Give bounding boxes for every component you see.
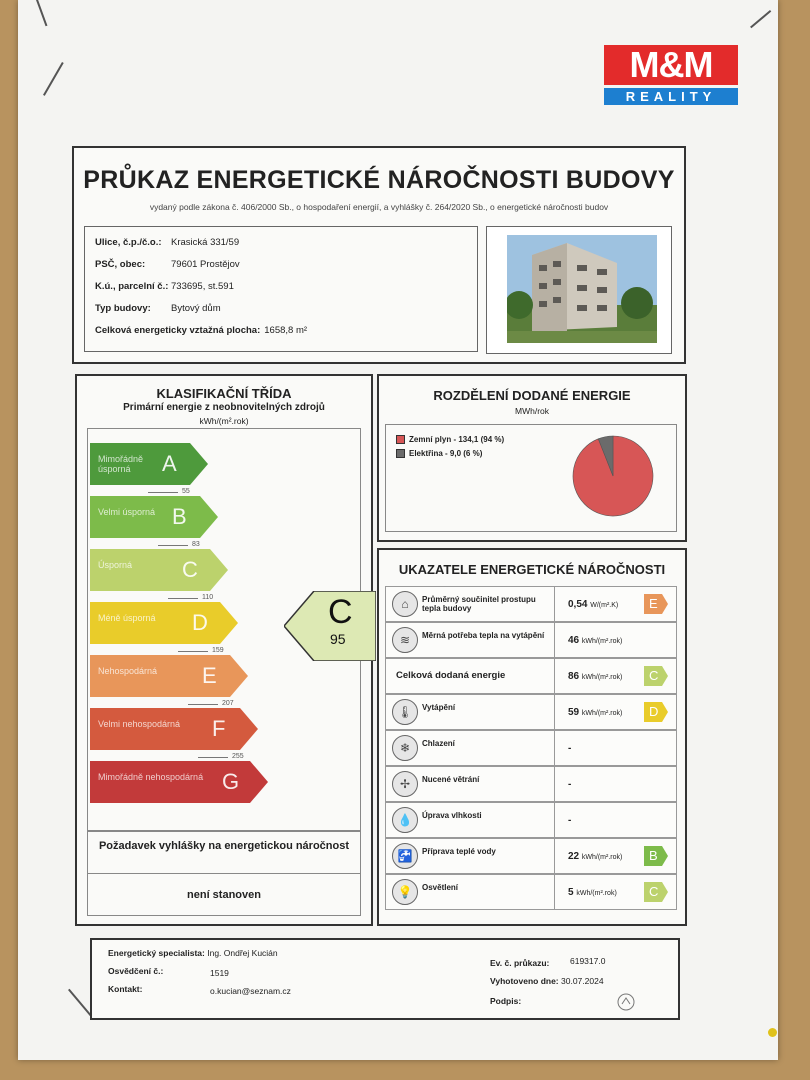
class-letter: G: [222, 769, 240, 794]
cert-row: [108, 966, 163, 976]
threshold-line: [188, 704, 218, 705]
cooling-icon: ❄: [392, 735, 418, 761]
class-letter: F: [212, 716, 226, 741]
building-photo-image: [507, 235, 657, 343]
specialist-name: Ing. Ondřej Kucián: [207, 948, 278, 958]
indicator-divider: [554, 695, 555, 729]
indicators-title: UKAZATELE ENERGETICKÉ NÁROČNOSTI: [398, 562, 666, 577]
indicator-row: [385, 802, 677, 838]
indicator-row: [385, 694, 677, 730]
indicator-row: [385, 586, 677, 622]
class-arrow-g: [90, 761, 268, 803]
address-value: Krasická 331/59: [171, 237, 240, 248]
distribution-chart-area: [385, 424, 677, 532]
distribution-box: [377, 374, 687, 542]
indicator-divider: [554, 659, 555, 693]
indicator-number: 0,54: [568, 599, 588, 610]
threshold-value: 110: [202, 594, 214, 601]
indicator-value: [568, 671, 622, 682]
indicator-number: 46: [568, 635, 580, 646]
parcel-value: 733695, st.591: [171, 281, 234, 292]
contact-row: [108, 984, 142, 994]
indicator-unit: kWh/(m².rok): [576, 890, 617, 897]
indicator-divider: [554, 731, 555, 765]
class-letter: E: [202, 663, 217, 688]
contact-label: Kontakt:: [108, 984, 143, 994]
signature-stamp: [616, 992, 636, 1012]
classification-unit: kWh/(m².rok): [199, 416, 249, 426]
indicator-row: [385, 874, 677, 910]
distribution-title: ROZDĚLENÍ DODANÉ ENERGIE: [433, 388, 631, 403]
indicator-unit: kWh/(m².rok): [581, 854, 623, 861]
indicator-row: [385, 766, 677, 802]
cert-label: Osvědčení č.:: [108, 966, 164, 976]
class-name: Úsporná: [98, 560, 133, 570]
distribution-unit: MWh/rok: [515, 406, 549, 416]
indicator-label: Měrná potřeba tepla na vytápění: [422, 631, 545, 640]
city-label: PSČ, obec:: [95, 259, 146, 270]
legend-electricity: [396, 449, 482, 458]
threshold-value: 159: [212, 647, 224, 654]
threshold-value: 55: [182, 488, 190, 495]
indicator-class-letter: C: [649, 668, 659, 683]
class-name: Nehospodárná: [98, 666, 158, 676]
indicator-row: [385, 658, 677, 694]
pie-chart: [570, 433, 656, 519]
legend-swatch: [396, 435, 405, 444]
current-class-value: 95: [330, 631, 346, 647]
current-class-marker: [284, 591, 376, 661]
class-letter: D: [192, 610, 208, 635]
indicator-value: [568, 815, 571, 826]
class-arrow-f: [90, 708, 258, 750]
indicator-label: Vytápění: [422, 703, 456, 712]
classification-box: [75, 374, 373, 926]
date-label: Vyhotoveno dne:: [490, 976, 559, 986]
date-value: 30.07.2024: [561, 976, 604, 986]
indicator-unit: W/(m².K): [590, 602, 619, 609]
class-arrow-b: [90, 496, 218, 538]
requirement-title: Požadavek vyhlášky na energetickou náročnost: [98, 840, 350, 852]
lighting-icon: 💡: [392, 879, 418, 905]
parcel-row: [95, 281, 234, 292]
indicator-divider: [554, 623, 555, 657]
indicator-unit: kWh/(m².rok): [581, 638, 623, 645]
indicator-unit: kWh/(m².rok): [581, 710, 623, 717]
indicator-divider: [554, 839, 555, 873]
class-arrow-c: [90, 549, 228, 591]
class-name: Méně úsporná: [98, 613, 156, 623]
class-arrow-d: [90, 602, 238, 644]
indicator-row: [385, 838, 677, 874]
class-name: Velmi nehospodárná: [98, 719, 181, 729]
heating-icon: 🌡: [392, 699, 418, 725]
date-row: [490, 976, 604, 986]
logo-text: M&M: [604, 45, 738, 85]
company-logo: [604, 45, 738, 107]
threshold-value: 255: [232, 753, 244, 760]
fan-icon: ✢: [392, 771, 418, 797]
indicator-divider: [554, 875, 555, 909]
building-info: [84, 226, 478, 352]
indicator-row: [385, 730, 677, 766]
legend-label: Zemní plyn - 134,1 (94 %): [409, 435, 505, 444]
threshold-value: 83: [192, 541, 200, 548]
cert-value: 1519: [210, 968, 229, 978]
legend-gas: [396, 435, 504, 444]
document-title: PRŮKAZ ENERGETICKÉ NÁROČNOSTI BUDOVY: [83, 166, 675, 194]
city-row: [95, 259, 240, 270]
indicator-label: Příprava teplé vody: [422, 847, 496, 856]
parcel-label: K.ú., parcelní č.:: [95, 281, 169, 292]
current-class-letter: C: [328, 593, 353, 631]
class-letter: C: [182, 557, 198, 582]
header-box: [72, 146, 686, 364]
threshold-value: 207: [222, 700, 234, 707]
indicators-table: [385, 586, 675, 918]
indicator-class-letter: D: [649, 704, 659, 719]
indicator-divider: [554, 767, 555, 801]
threshold-line: [148, 492, 178, 493]
specialist-row: [108, 948, 278, 958]
type-value: Bytový dům: [171, 303, 221, 314]
document-subtitle: vydaný podle zákona č. 406/2000 Sb., o hospodaření energií, a vyhlášky č. 264/2020 Sb., o energetické náročnosti budov: [149, 202, 609, 212]
indicator-label: Celková dodaná energie: [396, 670, 506, 681]
indicator-label: Chlazení: [422, 739, 455, 748]
threshold-line: [168, 598, 198, 599]
humidity-icon: 💧: [392, 807, 418, 833]
class-scale: [87, 428, 361, 832]
house-icon: ⌂: [392, 591, 418, 617]
reg-value: 619317.0: [570, 956, 606, 966]
indicator-divider: [554, 587, 555, 621]
threshold-line: [198, 757, 228, 758]
address-row: [95, 237, 239, 248]
legend-swatch: [396, 449, 405, 458]
class-arrow-shape: [90, 655, 248, 697]
indicator-label: Osvětlení: [422, 883, 459, 892]
sign-label: Podpis:: [490, 996, 522, 1006]
area-label: Celková energeticky vztažná plocha:: [95, 325, 261, 336]
indicator-row: [385, 622, 677, 658]
city-value: 79601 Prostějov: [171, 259, 240, 270]
class-letter: B: [172, 504, 187, 529]
indicator-number: 5: [568, 887, 574, 898]
class-arrow-a: [90, 443, 208, 485]
indicator-value: [568, 851, 622, 862]
indicator-value: [568, 743, 571, 754]
class-arrow-e: [90, 655, 248, 697]
indicator-number: 59: [568, 707, 580, 718]
indicator-class-letter: C: [649, 884, 659, 899]
class-name: Mimořádně úsporná: [98, 454, 144, 474]
indicator-label: Úprava vlhkosti: [422, 811, 482, 820]
footer-box: [90, 938, 680, 1020]
indicator-value: [568, 887, 617, 898]
class-letter: A: [162, 451, 177, 476]
indicator-class-letter: E: [649, 596, 658, 611]
logo-subtext: REALITY: [604, 88, 738, 105]
indicator-class-letter: B: [649, 848, 658, 863]
address-label: Ulice, č.p./č.o.:: [95, 237, 162, 248]
indicator-class: [644, 702, 668, 722]
indicator-label: Průměrný součinitel prostupu tepla budovy: [422, 595, 536, 613]
indicator-number: 22: [568, 851, 580, 862]
reg-label: Ev. č. průkazu:: [490, 958, 550, 968]
class-arrow-shape: [90, 496, 218, 538]
requirement-box: [87, 830, 361, 916]
indicator-class: [644, 666, 668, 686]
type-label: Typ budovy:: [95, 303, 151, 314]
requirement-value: není stanoven: [187, 889, 261, 901]
area-row: [95, 325, 307, 336]
indicator-divider: [554, 803, 555, 837]
threshold-line: [178, 651, 208, 652]
class-arrow-shape: [90, 549, 228, 591]
pin-head: [768, 1028, 777, 1037]
class-arrow-shape: [90, 761, 268, 803]
heat-need-icon: ≋: [392, 627, 418, 653]
indicator-number: -: [568, 743, 572, 754]
indicator-number: -: [568, 779, 572, 790]
class-name: Velmi úsporná: [98, 507, 156, 517]
hot-water-icon: 🚰: [392, 843, 418, 869]
indicator-class: [644, 846, 668, 866]
legend-label: Elektřina - 9,0 (6 %): [409, 449, 483, 458]
indicator-number: 86: [568, 671, 580, 682]
class-arrow-shape: [90, 602, 238, 644]
specialist-label: Energetický specialista:: [108, 948, 205, 958]
indicator-label: Nucené větrání: [422, 775, 480, 784]
class-arrow-shape: [90, 708, 258, 750]
contact-value: o.kucian@seznam.cz: [210, 986, 291, 996]
reg-row: [490, 958, 549, 968]
threshold-line: [158, 545, 188, 546]
indicator-value: [568, 635, 622, 646]
area-value: 1658,8 m²: [264, 325, 308, 336]
indicator-number: -: [568, 815, 572, 826]
classification-title: KLASIFIKAČNÍ TŘÍDA: [156, 386, 292, 401]
indicator-class: [644, 882, 668, 902]
requirement-divider: [88, 873, 360, 874]
classification-subtitle: Primární energie z neobnovitelných zdrojů: [123, 402, 325, 413]
indicator-class: [644, 594, 668, 614]
building-photo: [486, 226, 672, 354]
indicator-value: [568, 599, 618, 610]
sign-row: [490, 996, 521, 1006]
indicator-unit: kWh/(m².rok): [581, 674, 623, 681]
indicator-value: [568, 707, 622, 718]
indicators-box: [377, 548, 687, 926]
type-row: [95, 303, 221, 314]
class-name: Mimořádně nehospodárná: [98, 772, 204, 782]
indicator-value: [568, 779, 571, 790]
